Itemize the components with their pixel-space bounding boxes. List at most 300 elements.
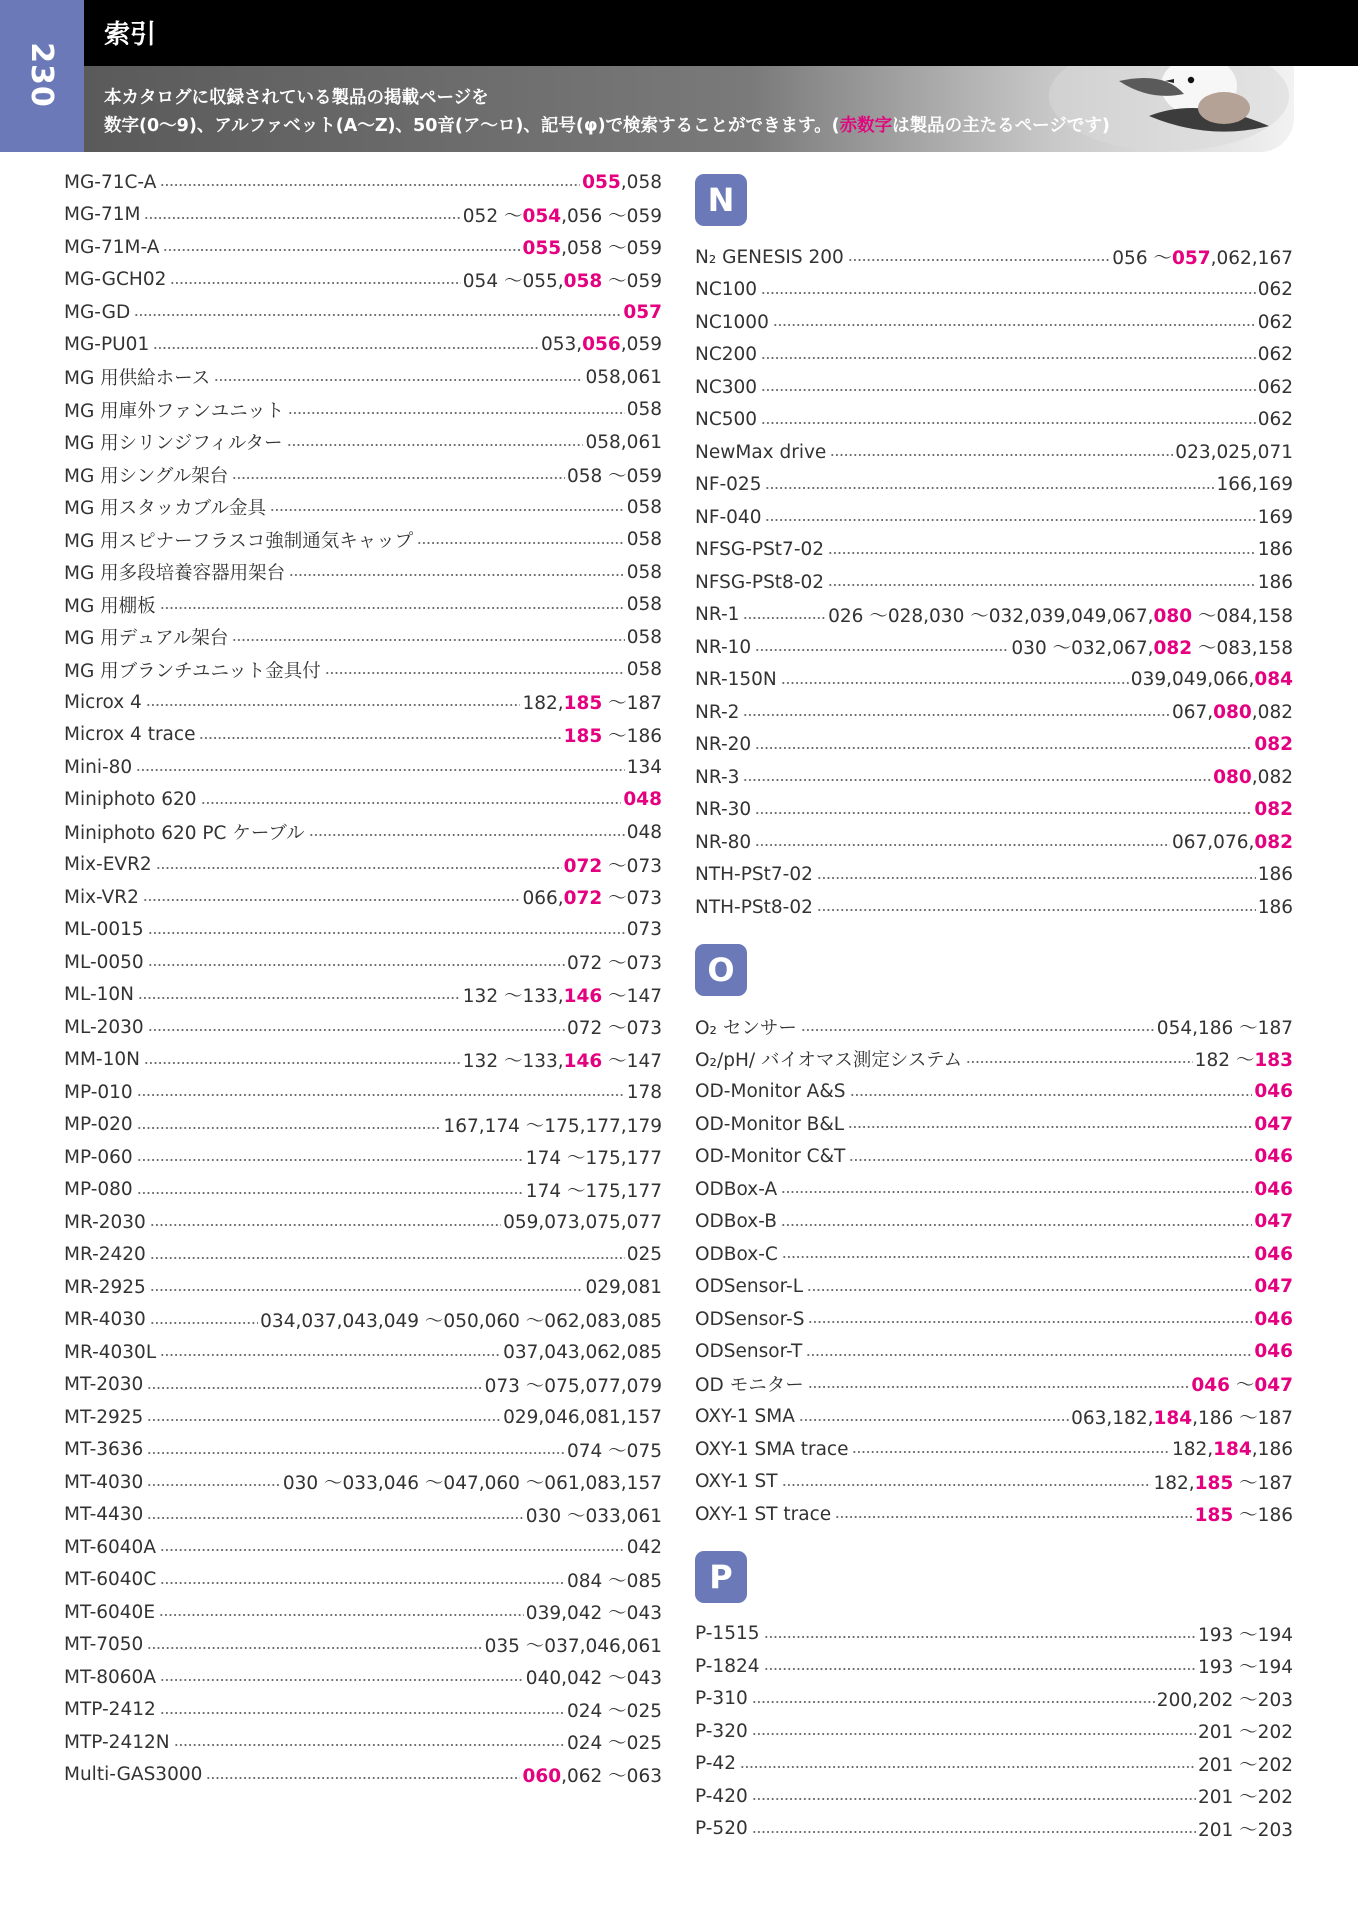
entry-pages [526, 1502, 662, 1528]
entry-pages [526, 1664, 662, 1690]
main-page-number: 047 [1254, 1276, 1293, 1298]
index-entry [695, 501, 1293, 534]
entry-name: OXY-1 SMA [695, 1406, 795, 1428]
leader-dots [752, 1831, 1196, 1833]
page-number-text: 186 [1257, 864, 1293, 886]
entry-name: Miniphoto 620 [64, 789, 197, 811]
section-entry-list [695, 1011, 1293, 1531]
index-entry [695, 1401, 1293, 1434]
index-entry [64, 881, 662, 914]
entry-pages [485, 1632, 662, 1658]
page-number-text: 072 ～073 [566, 953, 662, 975]
leader-dots [147, 1484, 281, 1486]
index-entry [695, 1141, 1293, 1174]
page-number-text: 058 [626, 561, 662, 583]
main-page-number: 072 [563, 888, 603, 910]
page-number-text: 074 ～075 [566, 1440, 662, 1462]
entry-name: MT-3636 [64, 1439, 144, 1461]
leader-dots [765, 519, 1255, 521]
entry-pages [1198, 1816, 1293, 1842]
entry-pages [541, 334, 662, 355]
entry-name: NC100 [695, 279, 758, 301]
index-entry [695, 1433, 1293, 1466]
page-number-text: 186 [1257, 539, 1293, 561]
page-number-text: 066, [522, 888, 564, 910]
entry-name: NF-040 [695, 506, 762, 528]
main-page-number: 055 [582, 171, 621, 193]
entry-pages [1172, 1439, 1293, 1460]
entry-name: MG 用庫外ファンユニット [64, 400, 285, 422]
leader-dots [764, 1636, 1196, 1638]
index-entry [695, 1813, 1293, 1846]
entry-name: MG 用供給ホース [64, 368, 211, 390]
page-number-text: 058 [626, 496, 662, 518]
page-number-text: 037,043,062,085 [503, 1341, 662, 1363]
leader-dots [761, 389, 1256, 391]
entry-name: ML-10N [64, 984, 134, 1006]
page-number-text: 132 ～133, [462, 985, 564, 1007]
entry-name: NTH-PSt7-02 [695, 864, 813, 886]
index-entry [64, 556, 662, 589]
entry-name: P-1515 [695, 1623, 760, 1645]
entry-name: P-42 [695, 1753, 736, 1775]
entry-name: Miniphoto 620 PC ケーブル [64, 823, 305, 845]
page-number-text: 039,049,066, [1130, 669, 1255, 691]
index-entry [695, 1238, 1293, 1271]
entry-name: Microx 4 trace [64, 724, 196, 746]
index-entry [64, 1531, 662, 1564]
description-line-2 [104, 112, 1284, 140]
entry-name: ML-2030 [64, 1016, 144, 1038]
index-entry [695, 1108, 1293, 1141]
index-entry [695, 469, 1293, 502]
page-number-text: ～186 [1233, 1505, 1293, 1527]
index-entry [695, 1043, 1293, 1076]
leader-dots [214, 379, 583, 381]
index-entry [695, 891, 1293, 924]
page-number-text: 067, [1171, 701, 1214, 723]
leader-dots [848, 259, 1110, 261]
leader-dots [150, 1289, 584, 1291]
entry-pages [526, 1177, 662, 1203]
main-page-number: 185 [1194, 1505, 1234, 1527]
leader-dots [137, 1094, 625, 1096]
entry-pages [526, 1599, 662, 1625]
section-entry-list [695, 241, 1293, 924]
entry-name: P-1824 [695, 1655, 760, 1677]
index-entry [695, 241, 1293, 274]
entry-name: MG-71M-A [64, 236, 160, 258]
entry-name: ODBox-B [695, 1211, 777, 1233]
entry-pages [1254, 1211, 1293, 1232]
index-entry [64, 686, 662, 719]
main-page-number: 080 [1213, 766, 1252, 788]
entry-name: ODSensor-L [695, 1276, 804, 1298]
index-entry [64, 394, 662, 427]
entry-name: ODSensor-T [695, 1341, 803, 1363]
entry-pages [567, 1014, 662, 1040]
index-entry [64, 329, 662, 362]
leader-dots [764, 1668, 1196, 1670]
entry-name: MP-080 [64, 1179, 133, 1201]
index-entry [64, 1369, 662, 1402]
entry-name: OXY-1 ST trace [695, 1503, 832, 1525]
leader-dots [808, 1321, 1252, 1323]
main-page-number: 080 [1213, 701, 1252, 723]
entry-name: MG 用シリンジフィルター [64, 433, 283, 455]
index-entry [64, 1239, 662, 1272]
entry-pages [627, 1082, 662, 1103]
index-entry [64, 426, 662, 459]
index-entry [695, 1715, 1293, 1748]
page-number-text: 062 [1257, 376, 1293, 398]
entry-name: OD-Monitor B&L [695, 1113, 845, 1135]
page-number-text: 167,174 ～175,177,179 [443, 1115, 662, 1137]
page-number: 230 [24, 42, 60, 108]
main-page-number: 146 [563, 1050, 603, 1072]
page-number-text: 024 ～025 [566, 1733, 662, 1755]
entry-pages [1191, 1371, 1293, 1397]
leader-dots [134, 314, 621, 316]
index-entry [64, 231, 662, 264]
main-page-number: 185 [563, 693, 603, 715]
leader-dots [160, 1679, 524, 1681]
entry-name: NC200 [695, 344, 758, 366]
page-number-text: 186 [1257, 571, 1293, 593]
leader-dots [137, 1192, 524, 1194]
description-banner [84, 66, 1294, 152]
page-number-text: ,186 [1251, 1438, 1293, 1460]
leader-dots [309, 834, 625, 836]
main-page-number: 046 [1254, 1146, 1293, 1168]
entry-name: MT-2925 [64, 1406, 144, 1428]
entry-name: NC300 [695, 376, 758, 398]
leader-dots [743, 617, 826, 619]
index-entry [695, 696, 1293, 729]
page-number-text: ～073 [602, 855, 662, 877]
page-number-text: 058 ～059 [566, 465, 662, 487]
leader-dots [147, 1647, 482, 1649]
index-entry [695, 664, 1293, 697]
main-page-number: 046 [1254, 1081, 1293, 1103]
entry-name: NFSG-PSt7-02 [695, 539, 825, 561]
entry-pages [567, 462, 662, 488]
entry-pages [1254, 799, 1293, 820]
entry-name: NR-2 [695, 701, 740, 723]
page-number-text: 054,186 ～187 [1156, 1017, 1293, 1039]
entry-pages [627, 1244, 662, 1265]
entry-pages [627, 659, 662, 680]
index-entry [64, 1174, 662, 1207]
leader-dots [852, 1451, 1169, 1453]
index-entry [695, 1303, 1293, 1336]
index-entry [695, 631, 1293, 664]
index-entry [695, 599, 1293, 632]
entry-pages [1213, 767, 1293, 788]
index-entry [695, 1466, 1293, 1499]
entry-pages [1258, 344, 1293, 365]
section-entry-list [695, 1618, 1293, 1846]
index-entry [695, 1748, 1293, 1781]
entry-pages [1258, 507, 1293, 528]
index-entry [695, 566, 1293, 599]
page-number-text: ,062,167 [1210, 248, 1293, 270]
index-entry [695, 1650, 1293, 1683]
page-number-text: ～187 [1233, 1472, 1293, 1494]
page-number-text: ,059 [620, 334, 662, 356]
entry-pages [463, 202, 662, 228]
leader-dots [755, 747, 1252, 749]
entry-pages [1172, 702, 1293, 723]
page-number-text: 058 [626, 659, 662, 681]
leader-dots [160, 1582, 565, 1584]
entry-name: P-420 [695, 1785, 748, 1807]
leader-dots [170, 282, 460, 284]
leader-dots [807, 1289, 1252, 1291]
entry-pages [1198, 1653, 1293, 1679]
leader-dots [417, 542, 624, 544]
entry-name: ODBox-C [695, 1243, 778, 1265]
index-entry [695, 1498, 1293, 1531]
entry-pages [627, 1537, 662, 1558]
page-number-text: 201 ～203 [1197, 1819, 1293, 1841]
index-entry [695, 371, 1293, 404]
entry-name: MG 用ブランチユニット金具付 [64, 660, 321, 682]
entry-pages [627, 562, 662, 583]
entry-name: MT-6040A [64, 1536, 156, 1558]
section-letter-badge: O [695, 944, 747, 996]
entry-name: O₂ センサー [695, 1017, 797, 1039]
index-entry [64, 264, 662, 297]
index-entry [64, 979, 662, 1012]
entry-pages [503, 1212, 662, 1233]
entry-name: NTH-PSt8-02 [695, 896, 813, 918]
leader-dots [138, 997, 461, 999]
page-number-text: 042 [626, 1536, 662, 1558]
page-number-text: 058 [626, 594, 662, 616]
index-entry [64, 784, 662, 817]
leader-dots [828, 552, 1256, 554]
main-page-number: 058 [563, 270, 603, 292]
page-number-text: 030 ～033,046 ～047,060 ～061,083,157 [282, 1473, 662, 1495]
main-page-number: 080 [1153, 605, 1193, 627]
leader-dots [835, 1516, 1193, 1518]
index-entry [695, 826, 1293, 859]
page-number-text: 182, [522, 693, 564, 715]
page-number-text: ,058 [620, 171, 662, 193]
index-entry [64, 654, 662, 687]
entry-name: Microx 4 [64, 691, 142, 713]
index-entry [64, 491, 662, 524]
index-entry [64, 1694, 662, 1727]
page-number-text: 058,061 [585, 366, 662, 388]
index-entry [64, 1661, 662, 1694]
page-number-text: ,062 ～063 [561, 1765, 662, 1787]
entry-name: ML-0015 [64, 919, 144, 941]
index-entry [64, 1564, 662, 1597]
red-number-legend: 赤数字 [839, 116, 893, 136]
entry-name: ODSensor-S [695, 1308, 805, 1330]
leader-dots [740, 1766, 1196, 1768]
leader-dots [147, 1452, 565, 1454]
index-entry [695, 534, 1293, 567]
entry-name: MG-71C-A [64, 171, 157, 193]
index-entry [695, 1173, 1293, 1206]
entry-name: MG-GCH02 [64, 269, 167, 291]
page-title: 索引 [104, 20, 157, 50]
page-number-text: 052 ～ [462, 205, 523, 227]
entry-name: MR-2420 [64, 1244, 146, 1266]
main-page-number: 047 [1254, 1375, 1293, 1397]
description-line-1: 本カタログに収録されている製品の掲載ページを [104, 88, 489, 108]
leader-dots [143, 899, 521, 901]
page-number-text: 169 [1257, 506, 1293, 528]
index-entry [695, 1076, 1293, 1109]
leader-dots [174, 1744, 565, 1746]
leader-dots [160, 1712, 565, 1714]
main-page-number: 084 [1254, 669, 1293, 691]
entry-name: NR-20 [695, 734, 752, 756]
entry-name: MR-4030 [64, 1309, 146, 1331]
entry-pages [627, 919, 662, 940]
entry-pages [585, 1277, 662, 1298]
leader-dots [201, 802, 622, 804]
entry-pages [1258, 409, 1293, 430]
leader-dots [782, 1256, 1253, 1258]
entry-pages [1195, 1501, 1293, 1527]
index-entry [695, 1011, 1293, 1044]
entry-pages [443, 1112, 662, 1138]
page-number-text: 084 ～085 [566, 1570, 662, 1592]
main-page-number: 184 [1213, 1438, 1252, 1460]
entry-pages [1172, 832, 1293, 853]
entry-pages [627, 627, 662, 648]
main-page-number: 047 [1254, 1113, 1293, 1135]
main-page-number: 048 [623, 789, 662, 811]
leader-dots [782, 1484, 1152, 1486]
page-number-text: 023,025,071 [1175, 441, 1293, 463]
entry-pages [1157, 1686, 1293, 1712]
page-number-text: 025 [626, 1244, 662, 1266]
leader-dots [160, 184, 580, 186]
entry-pages [627, 594, 662, 615]
page-number-text: 062 [1257, 279, 1293, 301]
entry-name: MG 用スピナーフラスコ強制通気キャップ [64, 530, 414, 552]
index-entry [64, 1596, 662, 1629]
entry-name: MT-8060A [64, 1666, 156, 1688]
index-entry [64, 621, 662, 654]
leader-dots [781, 1224, 1252, 1226]
entry-name: NR-3 [695, 766, 740, 788]
leader-dots [755, 812, 1252, 814]
leader-dots [761, 357, 1256, 359]
entry-name: Mix-VR2 [64, 886, 139, 908]
entry-pages [1258, 377, 1293, 398]
main-page-number: 082 [1153, 638, 1193, 660]
page-number-text: 193 ～194 [1197, 1624, 1293, 1646]
leader-dots [743, 714, 1170, 716]
entry-pages [567, 1437, 662, 1463]
entry-pages [463, 1047, 662, 1073]
entry-pages [567, 949, 662, 975]
leader-dots [781, 1191, 1252, 1193]
entry-pages [627, 497, 662, 518]
index-entry [64, 1759, 662, 1792]
page-number-text: ～059 [602, 270, 662, 292]
index-entry [695, 1336, 1293, 1369]
index-entry [64, 816, 662, 849]
page-number-text: 058 [626, 399, 662, 421]
main-page-number: 046 [1254, 1308, 1293, 1330]
entry-name: MG 用デュアル架台 [64, 628, 229, 650]
entry-name: NR-30 [695, 799, 752, 821]
entry-pages [1258, 312, 1293, 333]
entry-name: NFSG-PSt8-02 [695, 571, 825, 593]
page-number-text: 166,169 [1216, 474, 1293, 496]
leader-dots [752, 1733, 1196, 1735]
entry-pages [1131, 669, 1293, 690]
entry-name: Multi-GAS3000 [64, 1764, 203, 1786]
leader-dots [765, 487, 1214, 489]
entry-pages [567, 1567, 662, 1593]
leader-dots [232, 477, 565, 479]
entry-pages [1254, 1341, 1293, 1362]
index-entry [695, 761, 1293, 794]
entry-pages [1195, 1046, 1293, 1072]
entry-pages [260, 1307, 662, 1333]
page-number-text: 073 [626, 919, 662, 941]
entry-pages [1254, 1244, 1293, 1265]
entry-name: OD モニター [695, 1375, 804, 1397]
page-number-text: 062 [1257, 344, 1293, 366]
entry-pages [567, 1697, 662, 1723]
leader-dots [287, 444, 584, 446]
leader-dots [817, 909, 1256, 911]
page-number-text: 174 ～175,177 [525, 1148, 662, 1170]
page-number-text: 201 ～202 [1197, 1722, 1293, 1744]
index-column-left [64, 166, 662, 1791]
index-entry [64, 1044, 662, 1077]
leader-dots [148, 932, 625, 934]
leader-dots [160, 1354, 501, 1356]
leader-dots [288, 412, 625, 414]
page-number-text: ～083,158 [1192, 638, 1293, 660]
page-number-text: 072 ～073 [566, 1018, 662, 1040]
index-entry [64, 751, 662, 784]
index-entry [64, 459, 662, 492]
index-entry [64, 1109, 662, 1142]
leader-dots [755, 649, 1009, 651]
page-number-text: 182 ～ [1194, 1050, 1255, 1072]
page-number-text: 073 ～075,077,079 [484, 1375, 662, 1397]
index-entry [64, 1304, 662, 1337]
entry-name: N₂ GENESIS 200 [695, 246, 844, 268]
page-number-text: 132 ～133, [462, 1050, 564, 1072]
index-entry [695, 1271, 1293, 1304]
main-page-number: 055 [522, 238, 562, 260]
main-page-number: 082 [1254, 734, 1293, 756]
entry-name: NR-150N [695, 669, 777, 691]
page-number-text: 029,081 [585, 1276, 662, 1298]
entry-name: MTP-2412 [64, 1699, 156, 1721]
leader-dots [755, 844, 1170, 846]
page-number-text: ～084,158 [1192, 605, 1293, 627]
entry-pages [1254, 1146, 1293, 1167]
page-number-text: 063,182, [1071, 1407, 1154, 1429]
entry-pages [1254, 1179, 1293, 1200]
entry-pages [567, 1729, 662, 1755]
page-number-text: 040,042 ～043 [525, 1668, 662, 1690]
